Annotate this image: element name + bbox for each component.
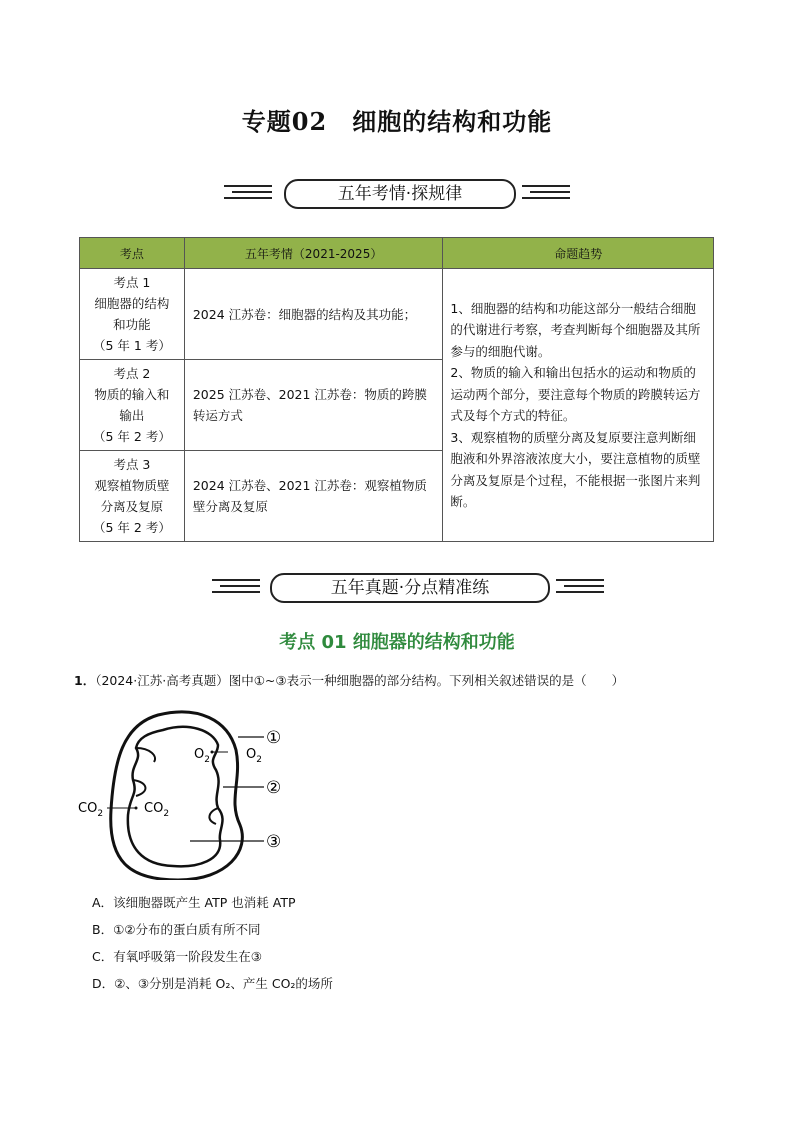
option-b[interactable] (92, 920, 261, 938)
decorative-lines-right (556, 579, 604, 597)
o2-label-outer: $O_2$ (246, 747, 262, 765)
page-title: 专题02 细胞的结构和功能 (241, 107, 553, 136)
banner-label: 五年真题·分点精准练 (270, 573, 550, 603)
option-key: A． (92, 895, 114, 910)
kd-line: （5 年 2 考） (93, 429, 171, 444)
question-source: （2024·江苏·高考真题） (95, 673, 229, 688)
decorative-lines-right (522, 185, 570, 203)
column-header: 五年考情（2021-2025） (184, 238, 443, 269)
option-key: C． (92, 949, 114, 964)
decorative-lines-left (212, 579, 260, 597)
column-header: 命题趋势 (443, 238, 714, 269)
history-cell: 2024 江苏卷、2021 江苏卷：观察植物质壁分离及复原 (184, 451, 443, 542)
kd-line: 输出 (119, 408, 145, 423)
kd-line: 考点 3 (113, 457, 151, 472)
trend-paragraph: 2、物质的输入和输出包括水的运动和物质的运动两个部分，要注意每个物质的跨膜转运方式及每个方式的特征。 (450, 365, 701, 423)
table-header-row (80, 238, 714, 269)
o2-label-inner: $O_2$ (194, 747, 210, 765)
option-a[interactable] (92, 893, 296, 911)
section-banner-exam-trends (0, 179, 794, 209)
kd-line: 考点 2 (113, 366, 151, 381)
label-2: ② (266, 778, 282, 798)
mitochondrion-diagram (78, 700, 308, 880)
kd-line: 和功能 (113, 317, 151, 332)
kd-line: 物质的输入和 (94, 387, 170, 402)
question-number: 1． (74, 673, 96, 688)
knowledge-point-cell (80, 360, 185, 451)
option-key: B． (92, 922, 114, 937)
section-heading: 考点 01 细胞器的结构和功能 (279, 632, 515, 653)
option-d[interactable] (92, 974, 333, 992)
option-text: ②、③分别是消耗 O₂、产生 CO₂的场所 (114, 976, 333, 991)
trend-paragraph: 3、观察植物的质壁分离及复原要注意判断细胞液和外界溶液浓度大小，要注意植物的质壁分离及复原是个过程，不能根据一张图片来判断。 (450, 429, 701, 509)
history-cell: 2025 江苏卷、2021 江苏卷：物质的跨膜转运方式 (184, 360, 443, 451)
label-1: ① (266, 728, 282, 748)
knowledge-point-cell (80, 269, 185, 360)
kd-line: 观察植物质壁 (94, 478, 170, 493)
kd-line: 分离及复原 (100, 499, 164, 514)
table-row (80, 269, 714, 360)
banner-label: 五年考情·探规律 (284, 179, 516, 209)
kd-line: 细胞器的结构 (94, 296, 170, 311)
option-key: D． (92, 976, 115, 991)
section-banner-real-questions (0, 573, 794, 603)
kd-line: 考点 1 (113, 275, 151, 290)
question-stem (74, 671, 624, 689)
decorative-lines-left (224, 185, 272, 203)
label-3: ③ (266, 832, 282, 852)
kd-line: （5 年 1 考） (93, 338, 171, 353)
knowledge-point-cell (80, 451, 185, 542)
exam-overview-table (79, 237, 714, 542)
history-cell: 2024 江苏卷：细胞器的结构及其功能； (184, 269, 443, 360)
question-text: 图中①~③表示一种细胞器的部分结构。下列相关叙述错误的是（ ） (228, 673, 625, 688)
option-text: ①②分布的蛋白质有所不同 (113, 922, 261, 937)
trend-paragraph: 1、细胞器的结构和功能这部分一般结合细胞的代谢进行考察，考查判断每个细胞器及其所参与的细胞代谢。 (450, 300, 701, 359)
co2-label-outer: $CO_2$ (78, 801, 104, 819)
outer-membrane (111, 712, 243, 880)
option-text: 有氧呼吸第一阶段发生在③ (113, 949, 262, 964)
co2-label-inner: $CO_2$ (144, 801, 170, 819)
option-text: 该细胞器既产生 ATP 也消耗 ATP (113, 895, 296, 910)
column-header: 考点 (80, 238, 185, 269)
option-c[interactable] (92, 947, 262, 965)
kd-line: （5 年 2 考） (93, 520, 171, 535)
trend-cell (443, 269, 714, 542)
